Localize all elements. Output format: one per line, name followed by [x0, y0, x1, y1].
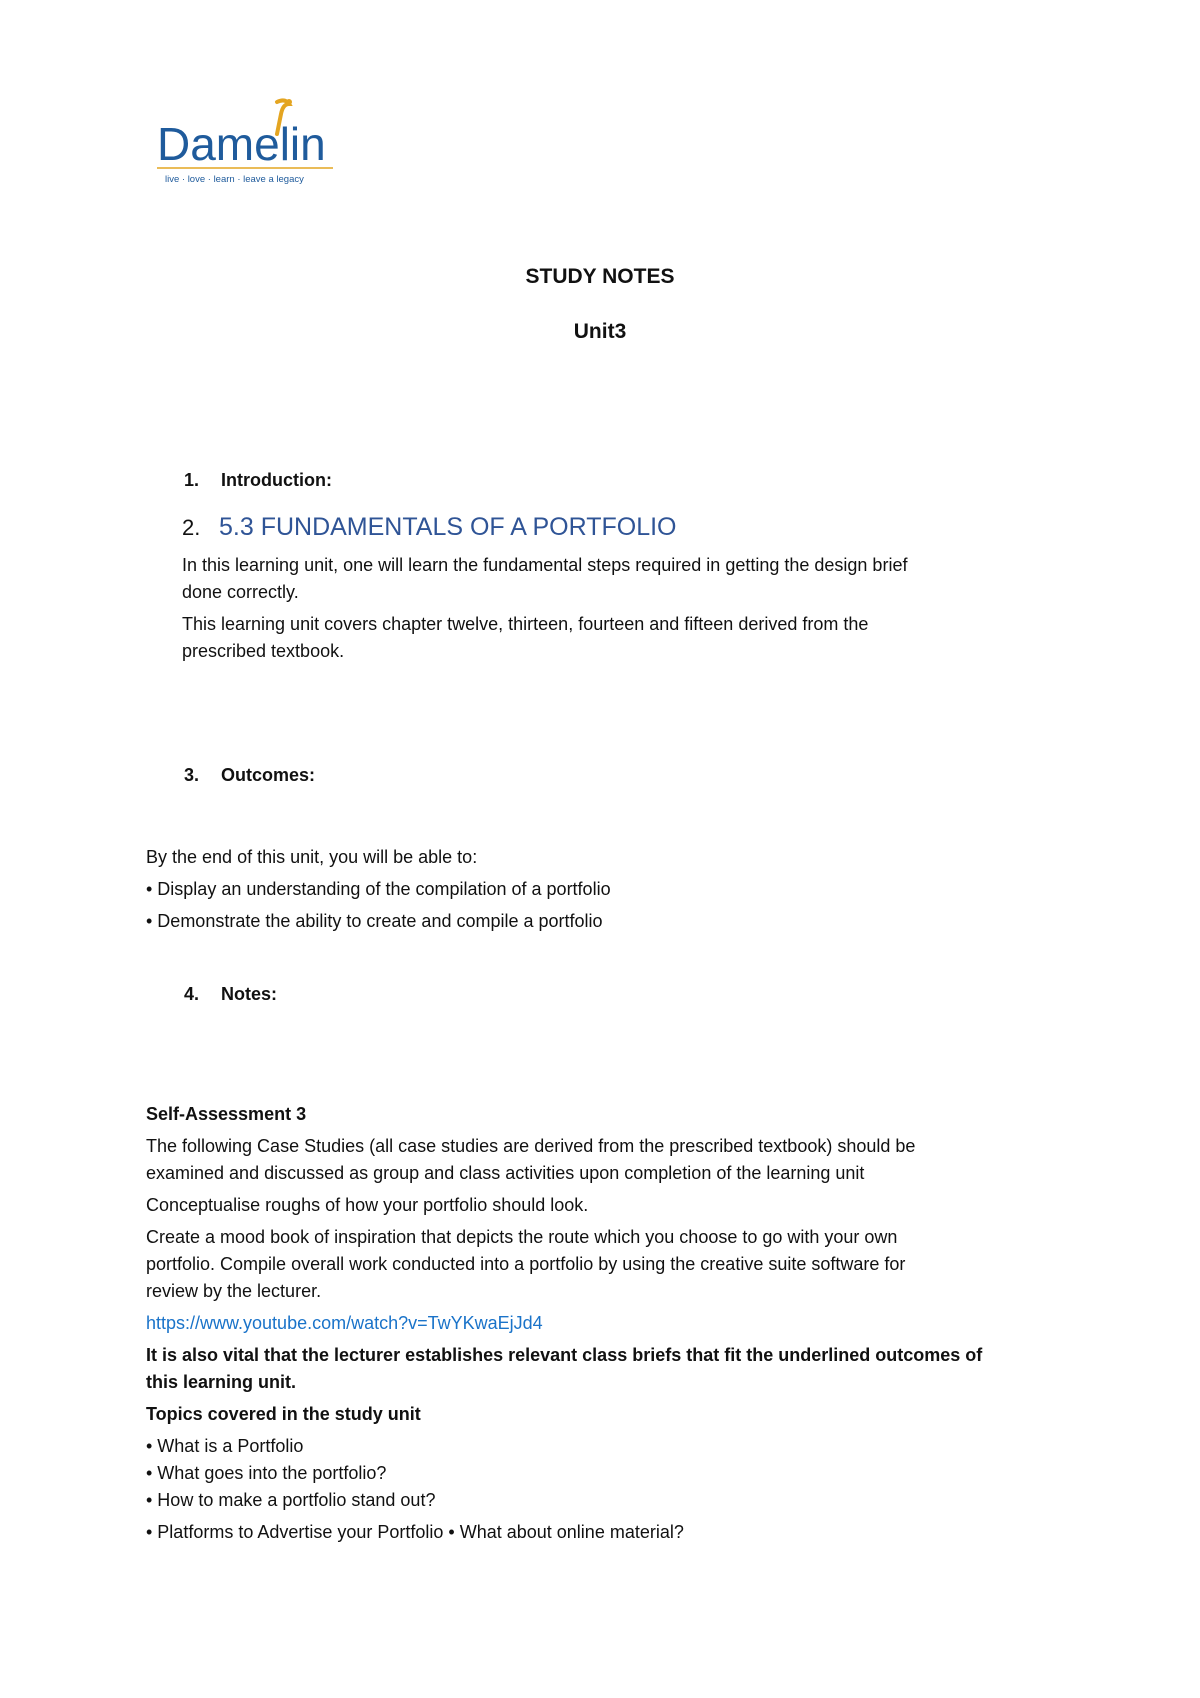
list-item: • Display an understanding of the compilation of a portfolio [146, 879, 611, 899]
section-notes-heading [184, 984, 277, 1005]
paragraph-line: In this learning unit, one will learn the fundamental steps required in getting the design brief [182, 555, 908, 575]
self-assessment-heading: Self-Assessment 3 [146, 1104, 307, 1124]
page-title: STUDY NOTES [525, 265, 675, 288]
section-fundamentals-heading [182, 513, 677, 542]
list-item: • Demonstrate the ability to create and compile a portfolio [146, 911, 603, 931]
section-number: 2. [182, 515, 201, 540]
paragraph-line: portfolio. Compile overall work conducted into a portfolio by using the creative suite software for [146, 1254, 906, 1274]
paragraph-line: examined and discussed as group and class activities upon completion of the learning unit [146, 1163, 865, 1183]
list-item: • What goes into the portfolio? [146, 1463, 387, 1483]
damelin-logo [155, 92, 345, 192]
section-label: Introduction: [221, 470, 332, 490]
paragraph-line: Conceptualise roughs of how your portfolio should look. [146, 1195, 589, 1215]
outcomes-intro: By the end of this unit, you will be able to: [146, 847, 478, 867]
paragraph-line: Create a mood book of inspiration that depicts the route which you choose to go with your own [146, 1227, 898, 1247]
unit-subtitle: Unit3 [573, 320, 627, 343]
list-item: • Platforms to Advertise your Portfolio • What about online material? [146, 1522, 684, 1542]
paragraph-line: The following Case Studies (all case studies are derived from the prescribed textbook) should be [146, 1136, 916, 1156]
section-label: 5.3 FUNDAMENTALS OF A PORTFOLIO [219, 513, 677, 541]
paragraph-line: done correctly. [182, 582, 299, 602]
section-number: 3. [184, 765, 200, 785]
section-introduction-heading [184, 470, 332, 491]
youtube-link[interactable]: https://www.youtube.com/watch?v=TwYKwaEjJd4 [146, 1313, 543, 1333]
intro-paragraph [182, 552, 1082, 665]
self-assessment-block [146, 1101, 1106, 1546]
list-item: • What is a Portfolio [146, 1436, 304, 1456]
vital-note-line: It is also vital that the lecturer establishes relevant class briefs that fit the underlined outcomes of [146, 1345, 983, 1365]
section-outcomes-heading [184, 765, 315, 786]
paragraph-line: review by the lecturer. [146, 1281, 322, 1301]
topics-heading: Topics covered in the study unit [146, 1404, 421, 1424]
list-item: • How to make a portfolio stand out? [146, 1490, 436, 1510]
section-number: 1. [184, 470, 200, 490]
vital-note-line: this learning unit. [146, 1372, 297, 1392]
paragraph-line: This learning unit covers chapter twelve, thirteen, fourteen and fifteen derived from the [182, 614, 869, 634]
section-label: Outcomes: [221, 765, 316, 785]
paragraph-line: prescribed textbook. [182, 641, 345, 661]
section-number: 4. [184, 984, 200, 1004]
outcomes-list [146, 841, 1106, 937]
svg-text:Damelin: Damelin [157, 118, 326, 170]
section-label: Notes: [221, 984, 278, 1004]
logo-tagline: live · love · learn · leave a legacy [165, 174, 304, 185]
